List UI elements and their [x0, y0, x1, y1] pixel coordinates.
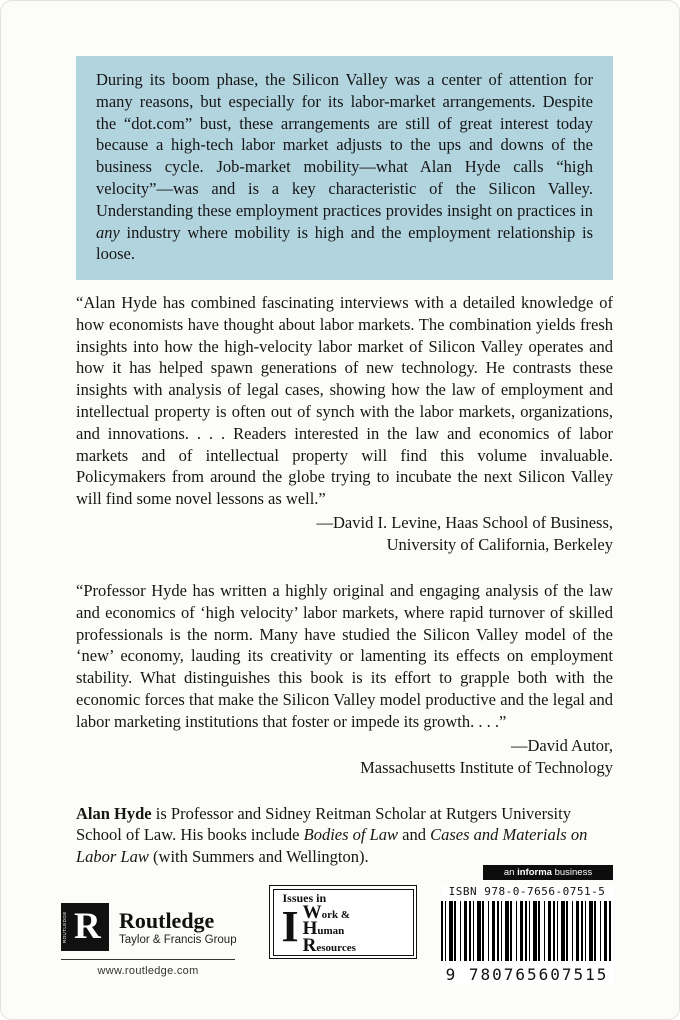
informa-wordmark: informa	[517, 867, 552, 878]
book-title-cases-and-materials: Cases and Materials on Labor Law	[76, 825, 588, 867]
summary-text	[96, 69, 593, 265]
series-text-work: ork &	[321, 908, 351, 921]
series-text-human: uman	[317, 925, 345, 937]
series-letter-i: I	[281, 901, 299, 951]
barcode-stripes	[441, 901, 613, 961]
series-letter-r: R	[302, 934, 317, 956]
barcode-block	[441, 885, 613, 984]
author-name: Alan Hyde	[76, 803, 152, 823]
levine-attribution-line-2: University of California, Berkeley	[386, 534, 613, 554]
routledge-logo	[61, 903, 237, 977]
barcode-number: 9 780765607515	[445, 965, 609, 984]
series-logo	[269, 885, 417, 959]
routledge-tagline: Taylor & Francis Group	[119, 934, 237, 946]
levine-attribution-line-1: —David I. Levine, Haas School of Business,	[316, 512, 613, 532]
reviews-section	[76, 292, 613, 868]
autor-attribution-line-1: —David Autor,	[511, 735, 613, 755]
series-letter-h: H	[302, 918, 318, 939]
bio-text-1: is Professor and Sidney Reitman Scholar at Rutgers University School of Law. His books include	[76, 803, 571, 845]
routledge-logo-row	[61, 903, 237, 951]
series-title-issues-in: Issues in	[282, 890, 327, 905]
informa-text-prefix: an	[503, 867, 518, 878]
isbn-label: ISBN 978-0-7656-0751-5	[448, 885, 606, 898]
summary-box	[76, 56, 613, 280]
routledge-logo-mark	[61, 903, 109, 951]
series-row-resources	[302, 934, 356, 956]
summary-emphasis-any: any	[96, 222, 120, 242]
autor-quote: “Professor Hyde has written a highly original and engaging analysis of the law and economics of ‘high velocity’ labor markets, where rapid turnover of skilled professionals is the norm. Many have studied the Silicon Valley model of the ‘new’ economy, lauding its creativity or lamenting its effects on employment stability. What distinguishes this book is its effort to grapple both with the economic forces that make the Silicon Valley model productive and the legal and labor marketing institutions that foster or impede its growth. . . .”	[76, 580, 613, 731]
informa-banner	[483, 865, 613, 880]
bio-text-3: (with Summers and Wellington).	[148, 847, 369, 867]
levine-quote: “Alan Hyde has combined fascinating interviews with a detailed knowledge of how economists have thought about labor markets. The combination yields fresh insights into how the high-velocity labor market of Silicon Valley operates and how it has helped spawn generations of new technology. He contrasts these insights with analysis of legal cases, showing how the law of employment and intellectual property is often out of synch with the labor markets, organizations, and innovations. . . . Readers interested in the law and economics of labor markets and of intellectual property will find this volume invaluable. Policymakers from around the globe trying to incubate the next Silicon Valley will find some novel lessons as well.”	[76, 293, 613, 509]
autor-attribution	[76, 735, 613, 779]
levine-attribution	[76, 512, 613, 556]
series-logo-rows	[302, 901, 356, 956]
book-title-bodies-of-law: Bodies of Law	[303, 825, 399, 845]
summary-text-tail: industry where mobility is high and the employment relationship is loose.	[96, 222, 593, 264]
routledge-text-block	[119, 908, 237, 946]
author-bio	[76, 803, 613, 868]
informa-text-suffix: business	[551, 867, 593, 878]
series-logo-main	[281, 901, 407, 956]
series-text-resources: esources	[316, 941, 356, 954]
bio-text-2: and	[398, 825, 431, 845]
autor-attribution-line-2: Massachusetts Institute of Technology	[360, 757, 613, 777]
series-logo-inner	[273, 889, 414, 956]
routledge-wordmark: Routledge	[119, 908, 215, 933]
series-letter-w: W	[302, 901, 322, 923]
routledge-r-glyph: R	[74, 906, 101, 947]
routledge-divider	[61, 959, 235, 960]
routledge-url: www.routledge.com	[97, 965, 199, 977]
routledge-vertical-wordmark: ROUTLEDGE	[62, 911, 67, 943]
summary-text-lead: During its boom phase, the Silicon Valley was a center of attention for many reasons, but especially for its labor-market arrangements. Despite the “dot.com” bust, these arrangements are still of great interest today because a high-tech labor market adjusts to the ups and downs of the business cycle. Job-market mobility—what Alan Hyde calls “high velocity”—was and is a key characteristic of the Silicon Valley. Understanding these employment practices provides insight on practices in	[96, 70, 593, 220]
